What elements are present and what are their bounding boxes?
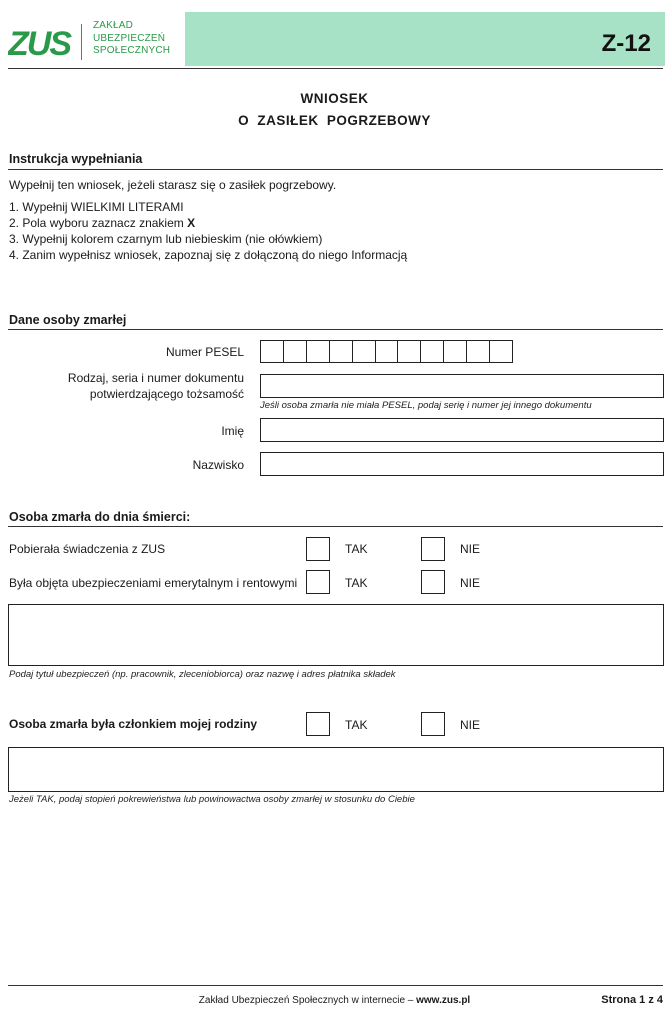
last-name-label: Nazwisko [192, 458, 244, 472]
pesel-digit-cell[interactable] [467, 341, 490, 362]
logo-divider [81, 24, 82, 60]
pesel-digit-cell[interactable] [284, 341, 307, 362]
insurance-no-checkbox[interactable] [421, 570, 445, 594]
form-title-line-1: WNIOSEK [300, 91, 369, 106]
pesel-digit-cell[interactable] [330, 341, 353, 362]
form-title-line-2: O ZASIŁEK POGRZEBOWY [238, 113, 431, 128]
pesel-label: Numer PESEL [165, 345, 244, 359]
document-hint: Jeśli osoba zmarła nie miała PESEL, podaj serię i numer jej innego dokumentu [260, 400, 592, 411]
pesel-digit-cell[interactable] [490, 341, 512, 362]
instruction-mark: X [187, 216, 196, 230]
org-name-line-1: ZAKŁAD [93, 20, 134, 31]
pesel-digit-cell[interactable] [421, 341, 444, 362]
family-no-label: NIE [460, 718, 481, 732]
pesel-digit-cell[interactable] [353, 341, 376, 362]
pesel-digit-cell[interactable] [444, 341, 467, 362]
org-name-line-2: UBEZPIECZEŃ [93, 32, 166, 44]
instructions-rule [8, 169, 663, 170]
page-number: Strona 1 z 4 [601, 994, 663, 1006]
deceased-heading: Dane osoby zmarłej [9, 313, 127, 327]
instruction-item [9, 215, 407, 231]
svg-text:ZUS: ZUS [8, 25, 70, 60]
family-yes-label: TAK [345, 718, 368, 732]
until-death-rule [8, 526, 663, 527]
insurance-yes-label: TAK [345, 576, 368, 590]
instructions-heading: Instrukcja wypełniania [9, 152, 143, 166]
document-label [68, 370, 244, 402]
kinship-hint: Jeżeli TAK, podaj stopień pokrewieństwa lub powinowactwa osoby zmarłej w stosunku do Ciebie [9, 794, 415, 805]
last-name-input[interactable] [260, 452, 664, 476]
kinship-details-textarea[interactable] [8, 747, 664, 792]
pesel-digit-cell[interactable] [261, 341, 284, 362]
footer-url-link[interactable]: www.zus.pl [416, 995, 471, 1006]
footer-label: Zakład Ubezpieczeń Społecznych w internecie – [198, 995, 414, 1006]
family-question: Osoba zmarła była członkiem mojej rodziny [9, 717, 258, 731]
instruction-item: 4. Zanim wypełnisz wniosek, zapoznaj się z dołączoną do niego Informacją [9, 248, 408, 262]
header-divider [8, 68, 663, 69]
pesel-digit-cell[interactable] [376, 341, 399, 362]
pesel-input[interactable] [260, 340, 513, 363]
zus-benefits-yes-checkbox[interactable] [306, 537, 330, 561]
pesel-digit-cell[interactable] [398, 341, 421, 362]
instruction-item-text: 2. Pola wyboru zaznacz znakiem [9, 216, 184, 230]
org-name-line-3: SPOŁECZNYCH [93, 45, 171, 56]
footer-divider [8, 985, 663, 986]
zus-benefits-question: Pobierała świadczenia z ZUS [9, 542, 166, 556]
footer-text [0, 995, 669, 1006]
instruction-item: 3. Wypełnij kolorem czarnym lub niebieskim (nie ołówkiem) [9, 232, 323, 246]
insurance-no-label: NIE [460, 576, 481, 590]
first-name-label: Imię [221, 424, 244, 438]
header-band [185, 12, 665, 66]
insurance-question: Była objęta ubezpieczeniami emerytalnym i rentowymi [9, 576, 298, 590]
zus-benefits-no-checkbox[interactable] [421, 537, 445, 561]
insurance-yes-checkbox[interactable] [306, 570, 330, 594]
instructions-intro: Wypełnij ten wniosek, jeżeli starasz się o zasiłek pogrzebowy. [9, 178, 337, 192]
form-code: Z-12 [601, 30, 651, 57]
pesel-digit-cell[interactable] [307, 341, 330, 362]
zus-benefits-yes-label: TAK [345, 542, 368, 556]
zus-logo [8, 24, 72, 60]
insurance-hint: Podaj tytuł ubezpieczeń (np. pracownik, zleceniobiorca) oraz nazwę i adres płatnika składek [9, 669, 396, 680]
header-logo-area [0, 10, 185, 66]
until-death-heading: Osoba zmarła do dnia śmierci: [9, 510, 191, 524]
instructions-list [9, 199, 407, 263]
org-name [93, 20, 170, 58]
zus-benefits-no-label: NIE [460, 542, 481, 556]
family-yes-checkbox[interactable] [306, 712, 330, 736]
document-input[interactable] [260, 374, 664, 398]
family-no-checkbox[interactable] [421, 712, 445, 736]
document-label-line-2: potwierdzającego tożsamość [89, 387, 244, 401]
deceased-rule [8, 329, 663, 330]
insurance-details-textarea[interactable] [8, 604, 664, 666]
instruction-item: 1. Wypełnij WIELKIMI LITERAMI [9, 200, 184, 214]
first-name-input[interactable] [260, 418, 664, 442]
document-label-line-1: Rodzaj, seria i numer dokumentu [67, 371, 244, 385]
